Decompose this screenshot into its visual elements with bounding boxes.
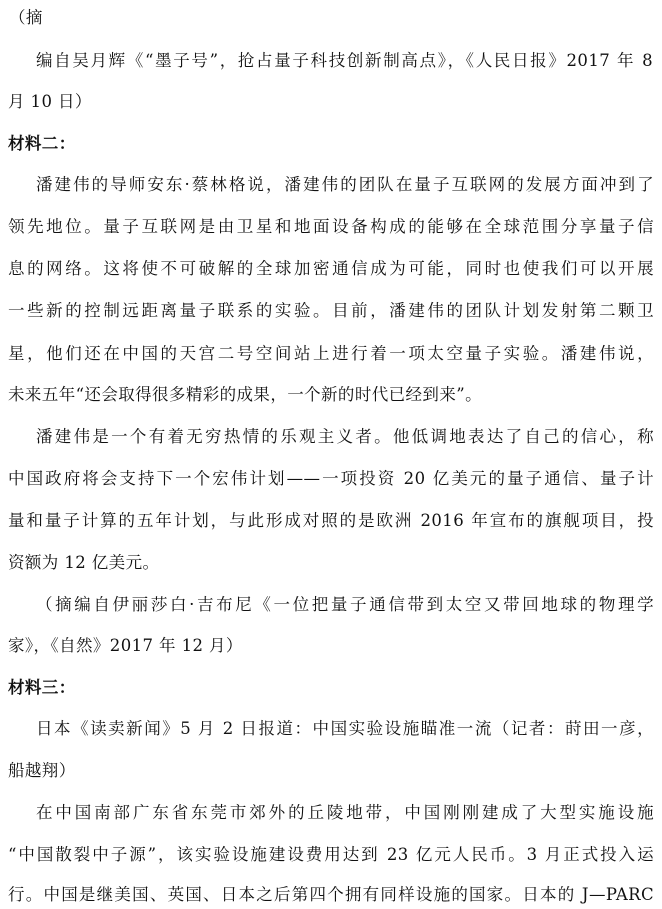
paragraph-line: 潘建伟是一个有着无穷热情的乐观主义者。他低调地表达了自己的信心，称 <box>36 427 654 446</box>
paragraph-line: 领先地位。量子互联网是由卫星和地面设备构成的能够在全球范围分享量子信 <box>8 217 654 236</box>
source-line: （摘编自伊丽莎白·吉布尼《一位把量子通信带到太空又带回地球的物理学 <box>36 595 654 614</box>
paragraph-line: 未来五年“还会取得很多精彩的成果，一个新的时代已经到来”。 <box>8 385 482 404</box>
section-heading-material-3: 材料三： <box>8 678 76 697</box>
source-line-3: 月 10 日） <box>8 92 92 111</box>
paragraph-line: 一些新的控制远距离量子联系的实验。目前，潘建伟的团队计划发射第二颗卫 <box>8 301 654 320</box>
source-line-1: （摘 <box>9 8 43 27</box>
source-line-2: 编自吴月辉《“墨子号”，抢占量子科技创新制高点》，《人民日报》2017 年 8 <box>36 51 653 70</box>
paragraph-line: 潘建伟的导师安东·蔡林格说，潘建伟的团队在量子互联网的发展方面冲到了 <box>36 175 654 194</box>
section-heading-material-2: 材料二： <box>8 134 76 153</box>
paragraph-line: 量和量子计算的五年计划，与此形成对照的是欧洲 2016 年宣布的旗舰项目，投 <box>8 511 654 530</box>
paragraph-line: 中国政府将会支持下一个宏伟计划——一项投资 20 亿美元的量子通信、量子计 <box>8 469 654 488</box>
paragraph-line: 行。中国是继美国、英国、日本之后第四个拥有同样设施的国家。日本的 J—PARC <box>8 885 654 904</box>
paragraph-line: 星，他们还在中国的天宫二号空间站上进行着一项太空量子实验。潘建伟说， <box>8 344 654 363</box>
paragraph-line: 在中国南部广东省东莞市郊外的丘陵地带，中国刚刚建成了大型实施设施 <box>36 803 654 822</box>
paragraph-line: 船越翔） <box>8 761 76 780</box>
paragraph-line: 资额为 12 亿美元。 <box>8 553 160 572</box>
paragraph-line: 日本《读卖新闻》5 月 2 日报道：中国实验设施瞄准一流（记者：莳田一彦， <box>36 719 654 738</box>
source-line: 家》，《自然》2017 年 12 月） <box>8 636 243 655</box>
paragraph-line: 息的网络。这将使不可破解的全球加密通信成为可能，同时也使我们可以开展 <box>8 259 654 278</box>
paragraph-line: “中国散裂中子源”，该实验设施建设费用达到 23 亿元人民币。3 月正式投入运 <box>8 845 654 864</box>
